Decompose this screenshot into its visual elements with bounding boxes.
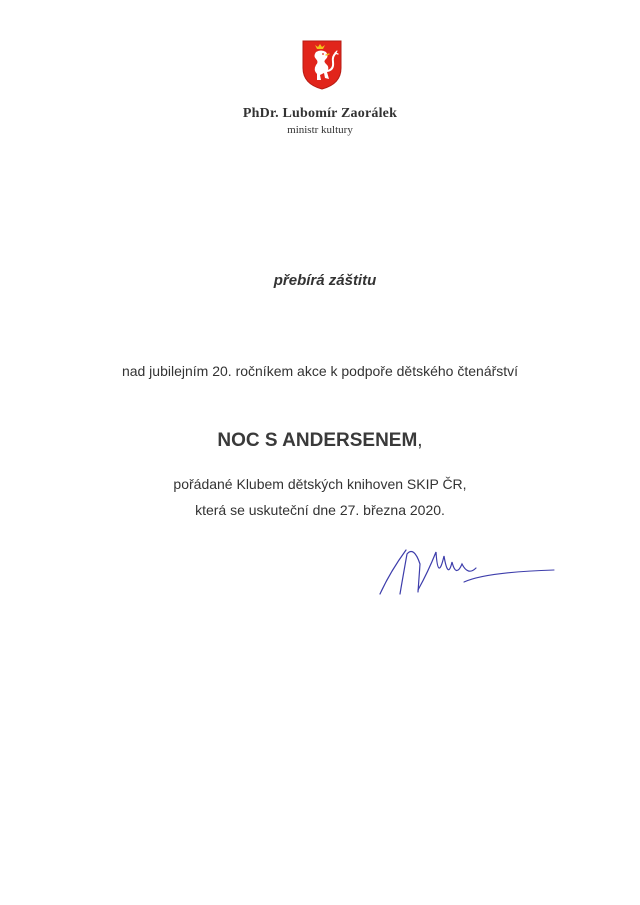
event-title [0, 430, 640, 452]
czech-lion-emblem-icon [302, 40, 342, 90]
event-name: NOC S ANDERSENEM [217, 430, 418, 451]
author-role: ministr kultury [287, 124, 353, 136]
event-punct: , [417, 430, 423, 451]
date-line: která se uskuteční dne 27. března 2020. [195, 502, 445, 518]
signature [376, 542, 556, 598]
organizer-line: pořádané Klubem dětských knihoven SKIP ČR, [173, 476, 467, 492]
patronage-heading: přebírá záštitu [273, 272, 377, 289]
occasion-line: nad jubilejním 20. ročníkem akce k podpoře dětského čtenářství [121, 363, 519, 379]
author-name: PhDr. Lubomír Zaorálek [242, 106, 398, 121]
